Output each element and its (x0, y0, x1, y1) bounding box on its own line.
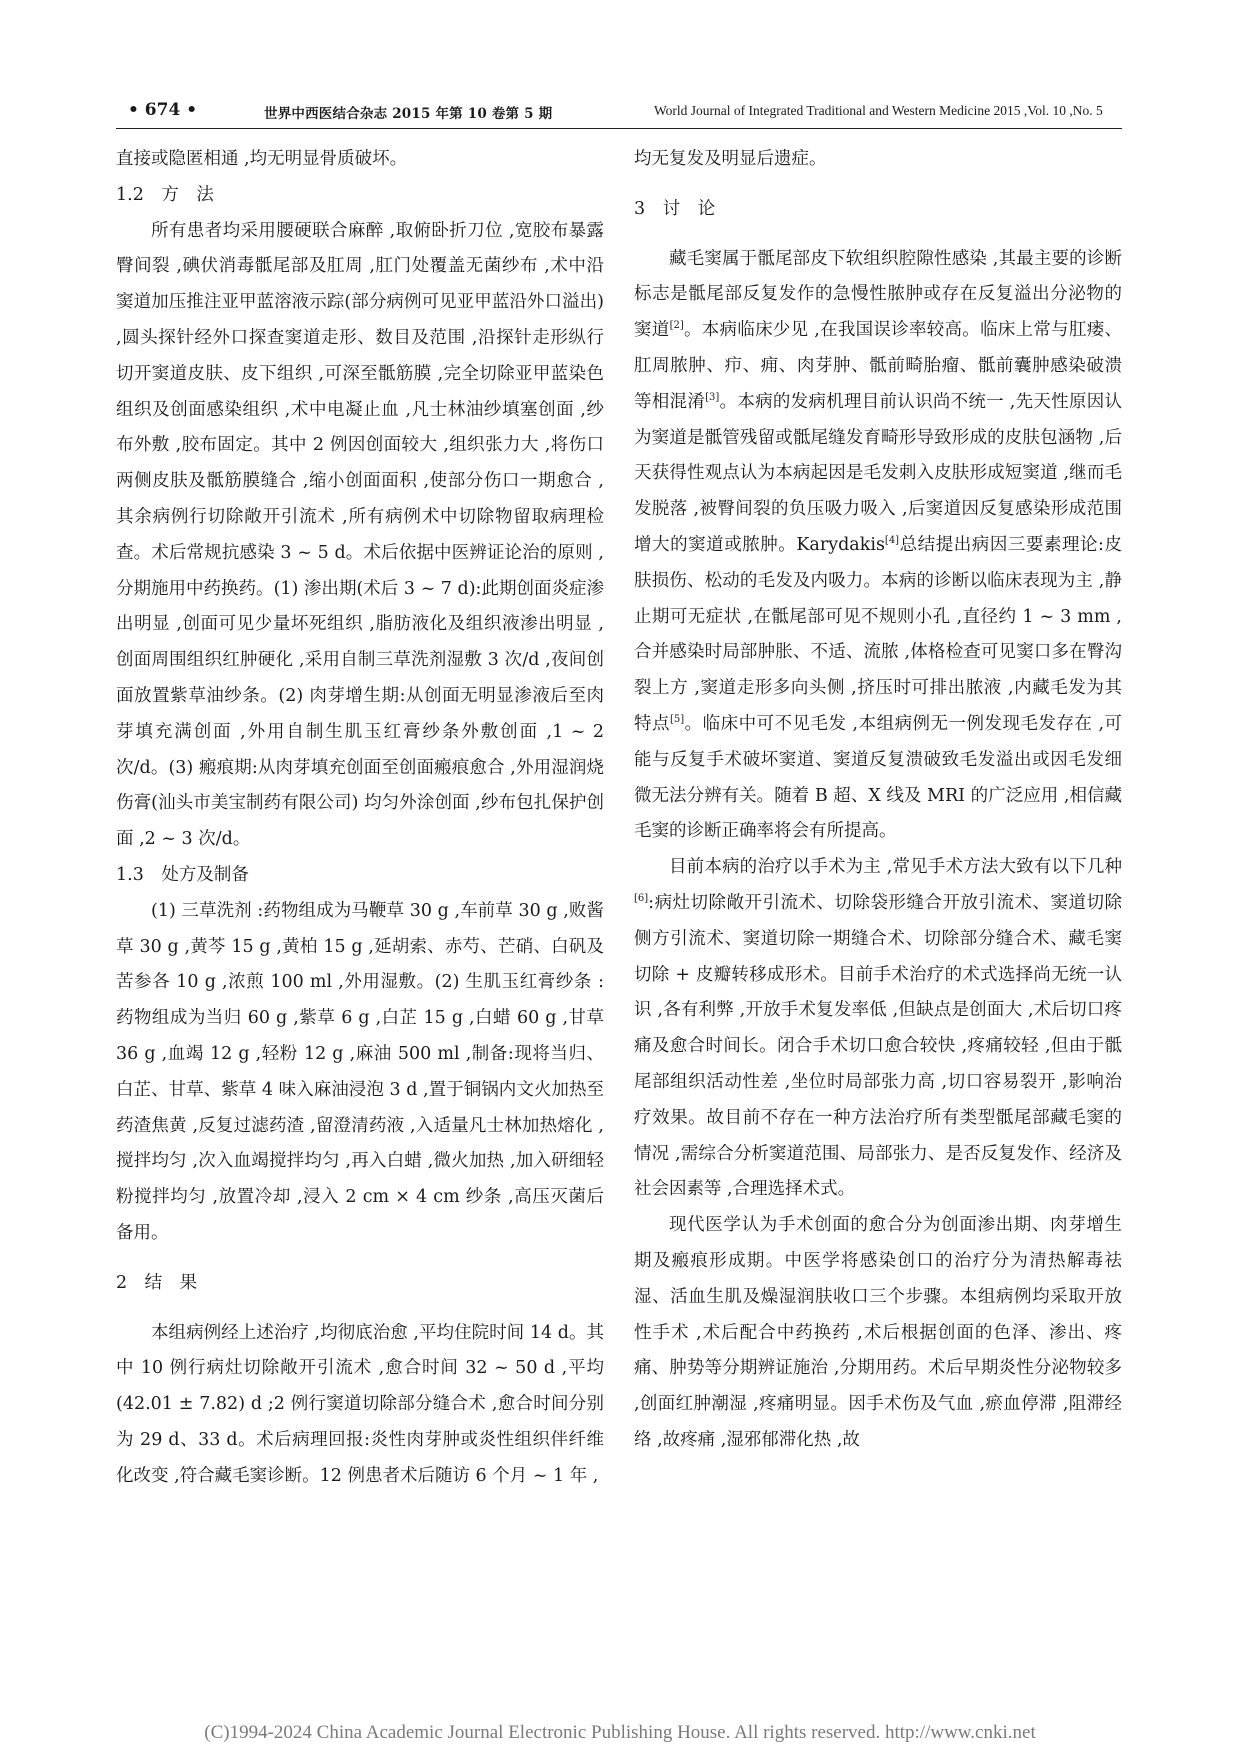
text-run: 。本病的发病机理目前认识尚不统一 ,先天性原因认为窦道是骶管残留或骶尾缝发育畸形导致形成的皮肤包涵物 ,后天获得性观点认为本病起因是毛发刺入皮肤形成短窦道 ,继而毛发脱落 ,被臀间裂的负压吸力吸入 ,后窦道因反复感染形成范围增大的窦道或脓肿。Karydakis (634, 391, 1123, 555)
section-heading-2: 2 结 果 (116, 1272, 198, 1293)
paragraph-method: 所有患者均采用腰硬联合麻醉 ,取俯卧折刀位 ,宽胶布暴露臀间裂 ,碘伏消毒骶尾部及肛周 ,肛门处覆盖无菌纱布 ,术中沿窦道加压推注亚甲蓝溶液示踪(部分病例可见亚甲蓝沿外口溢出) ,圆头探针经外口探查窦道走形、数目及范围 ,沿探针走形纵行切开窦道皮肤、皮下组织 ,可深至骶筋膜 ,完全切除亚甲蓝染色组织及创面感染组织 ,术中电凝止血 ,凡士林油纱填塞创面 ,纱布外敷 ,胶布固定。其中 2 例因创面较大 ,组织张力大 ,将伤口两侧皮肤及骶筋膜缝合 ,缩小创面面积 ,使部分伤口一期愈合 ,其余病例行切除敞开引流术 ,所有病例术中切除物留取病理检查。术后常规抗感染 3 ~ 5 d。术后依据中医辨证论治的原则 ,分期施用中药换药。(1) 渗出期(术后 3 ~ 7 d):此期创面炎症渗出明显 ,创面可见少量坏死组织 ,脂肪液化及组织液渗出明显 ,创面周围组织红肿硬化 ,采用自制三草洗剂湿敷 3 次/d ,夜间创面放置紫草油纱条。(2) 肉芽增生期:从创面无明显渗液后至肉芽填充满创面 ,外用自制生肌玉红膏纱条外敷创面 ,1 ~ 2 次/d。(3) 瘢痕期:从肉芽填充创面至创面瘢痕愈合 ,外用湿润烧伤膏(汕头市美宝制药有限公司) 均匀外涂创面 ,纱布包扎保护创面 ,2 ~ 3 次/d。 (116, 220, 604, 850)
text-run: 总结提出病因三要素理论:皮肤损伤、松动的毛发及内吸力。本病的诊断以临床表现为主 ,静止期可无症状 ,在骶尾部可见不规则小孔 ,直径约 1 ~ 3 mm ,合并感染时局部肿胀、不适、流脓 ,体格检查可见窦口多在臀沟裂上方 ,窦道走形多向头侧 ,挤压时可排出脓液 ,内藏毛发为其特点 (634, 534, 1122, 734)
text-run: 目前本病的治疗以手术为主 ,常见手术方法大致有以下几种 (669, 857, 1122, 878)
paragraph-discussion-2 (634, 850, 1122, 1208)
citation-ref: [5] (669, 714, 685, 726)
citation-ref: [2] (669, 320, 684, 332)
text-run: :病灶切除敞开引流术、切除袋形缝合开放引流术、窦道切除侧方引流术、窦道切除一期缝合术、切除部分缝合术、藏毛窦切除 + 皮瓣转移成形术。目前手术治疗的术式选择尚无统一认识 ,各有利弊 ,开放手术复发率低 ,但缺点是创面大 ,术后切口疼痛及愈合时间长。闭合手术切口愈合较快 ,疼痛较轻 ,但由于骶尾部组织活动性差 ,坐位时局部张力高 ,切口容易裂开 ,影响治疗效果。故目前不存在一种方法治疗所有类型骶尾部藏毛窦的情况 ,需综合分析窦道范围、局部张力、是否反复发作、经济及社会因素等 ,合理选择术式。 (634, 892, 1122, 1200)
paragraph-discussion-3: 现代医学认为手术创面的愈合分为创面渗出期、肉芽增生期及瘢痕形成期。中医学将感染创口的治疗分为清热解毒祛湿、活血生肌及燥湿润肤收口三个步骤。本组病例均采取开放性手术 ,术后配合中药换药 ,术后根据创面的色泽、渗出、疼痛、肿势等分期辨证施治 ,分期用药。术后早期炎性分泌物较多 ,创面红肿潮湿 ,疼痛明显。因手术伤及气血 ,瘀血停滞 ,阻滞经络 ,故疼痛 ,湿邪郁滞化热 ,故 (634, 1215, 1122, 1450)
paragraph-continued: 均无复发及明显后遗症。 (634, 149, 827, 169)
journal-title-en: World Journal of Integrated Traditional and Western Medicine 2015 ,Vol. 10 ,No. 5 (654, 103, 1103, 118)
copyright-footer: (C)1994-2024 China Academic Journal Electronic Publishing House. All rights reserved. http://www.cnki.net (204, 1722, 1036, 1743)
paragraph-continued: 直接或隐匿相通 ,均无明显骨质破坏。 (116, 149, 408, 169)
citation-ref: [4] (884, 535, 900, 547)
text-run: 藏毛窦属于骶尾部皮下软组织腔隙性感染 ,其最主要的诊断标志是骶尾部反复发作的急慢性脓肿或存在反复溢出分泌物的窦道 (634, 248, 1122, 341)
paragraph-discussion-1 (634, 242, 1122, 851)
text-run: 。临床中可不见毛发 ,本组病例无一例发现毛发存在 ,可能与反复手术破坏窦道、窦道反复溃破致毛发溢出或因毛发细微无法分辨有关。随着 B 超、X 线及 MRI 的广泛应用 ,相信藏毛窦的诊断正确率将会有所提高。 (634, 713, 1123, 842)
journal-title-cn: 世界中西医结合杂志 2015 年第 10 卷第 5 期 (264, 106, 553, 122)
citation-ref: [3] (705, 391, 720, 403)
paragraph-recipe: (1) 三草洗剂 :药物组成为马鞭草 30 g ,车前草 30 g ,败酱草 30 g ,黄芩 15 g ,黄柏 15 g ,延胡索、赤芍、芒硝、白矾及苦参各 10 g ,浓煎 100 ml ,外用湿敷。(2) 生肌玉红膏纱条 :药物组成为当归 60 g ,紫草 6 g ,白芷 15 g ,白蜡 60 g ,甘草 36 g ,血竭 12 g ,轻粉 12 g ,麻油 500 ml ,制备:现将当归、白芷、甘草、紫草 4 味入麻油浸泡 3 d ,置于铜锅内文火加热至药渣焦黄 ,反复过滤药渣 ,留澄清药液 ,入适量凡士林加热熔化 ,搅拌均匀 ,次入血竭搅拌均匀 ,再入白蜡 ,微火加热 ,加入研细轻粉搅拌均匀 ,放置冷却 ,浸入 2 cm × 4 cm 纱条 ,高压灭菌后备用。 (116, 900, 604, 1243)
text-run: 。本病临床少见 ,在我国误诊率较高。临床上常与肛瘘、肛周脓肿、疖、痈、肉芽肿、骶前畸胎瘤、骶前囊肿感染破溃等相混淆 (634, 320, 1123, 412)
right-column (634, 142, 1122, 1459)
section-heading-1-3: 1.3 处方及制备 (116, 864, 249, 885)
page-number: • 674 • (128, 100, 198, 120)
citation-ref: [6] (634, 893, 649, 905)
left-column (116, 142, 604, 1494)
page-header (116, 98, 1122, 129)
section-heading-1-2: 1.2 方 法 (116, 184, 214, 205)
section-heading-3: 3 讨 论 (634, 198, 716, 219)
paragraph-result: 本组病例经上述治疗 ,均彻底治愈 ,平均住院时间 14 d。其中 10 例行病灶切除敞开引流术 ,愈合时间 32 ~ 50 d ,平均(42.01 ± 7.82) d ;2 例行窦道切除部分缝合术 ,愈合时间分别为 29 d、33 d。术后病理回报:炎性肉芽肿或炎性组织伴纤维化改变 ,符合藏毛窦诊断。12 例患者术后随访 6 个月 ~ 1 年 , (116, 1322, 604, 1486)
